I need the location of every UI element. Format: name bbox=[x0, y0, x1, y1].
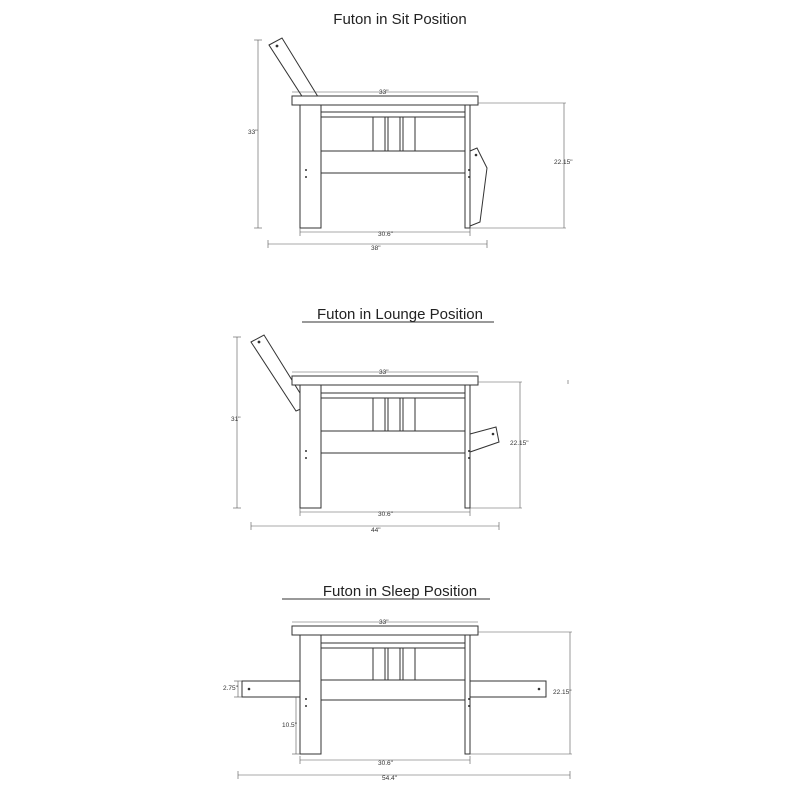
sit-left-leg bbox=[300, 105, 321, 228]
sleep-position-drawing bbox=[223, 619, 572, 782]
sleep-right-panel bbox=[470, 681, 546, 697]
sleep-dim-overall-depth: 54.4" bbox=[382, 775, 397, 782]
lounge-dim-height: 31" bbox=[231, 416, 241, 423]
sit-seat-top bbox=[292, 96, 478, 105]
lounge-position-drawing bbox=[231, 335, 568, 534]
lounge-backrest bbox=[251, 335, 308, 411]
lounge-left-leg bbox=[300, 385, 321, 508]
sleep-dim-seat-height: 22.15" bbox=[553, 689, 572, 696]
sit-dim-seat-height: 22.15" bbox=[554, 159, 573, 166]
sit-slat-3 bbox=[403, 117, 415, 151]
sit-dim-inner-width: 30.6" bbox=[378, 231, 393, 238]
sleep-slat-2 bbox=[388, 648, 400, 680]
lounge-slat-2 bbox=[388, 398, 400, 431]
sleep-slat-1 bbox=[373, 648, 385, 680]
sleep-dim-end-height: 2.75" bbox=[223, 685, 238, 692]
sit-lower-rail bbox=[321, 151, 465, 173]
lounge-dim-overall-depth: 44" bbox=[371, 527, 381, 534]
sleep-dim-inner-width: 30.6" bbox=[378, 760, 393, 767]
lounge-dim-seat-width: 33" bbox=[379, 369, 389, 376]
sleep-left-leg bbox=[300, 635, 321, 754]
sit-dim-height: 33" bbox=[248, 129, 258, 136]
lounge-slat-3 bbox=[403, 398, 415, 431]
lounge-dim-seat-height: 22.15" bbox=[510, 440, 529, 447]
sleep-dim-seat-width: 33" bbox=[379, 619, 389, 626]
lounge-lower-rail bbox=[321, 431, 465, 453]
sit-position-title: Futon in Sit Position bbox=[333, 11, 467, 28]
sleep-right-leg bbox=[465, 635, 470, 754]
sleep-position-title: Futon in Sleep Position bbox=[322, 583, 478, 600]
sit-footrest bbox=[470, 148, 487, 226]
lounge-position-title: Futon in Lounge Position bbox=[317, 306, 483, 323]
sit-right-leg bbox=[465, 105, 470, 228]
lounge-right-leg bbox=[465, 385, 470, 508]
sit-dim-seat-width: 33" bbox=[379, 89, 389, 96]
sit-slat-1 bbox=[373, 117, 385, 151]
sleep-left-panel bbox=[242, 681, 300, 697]
lounge-seat-top bbox=[292, 376, 478, 385]
sleep-seat-top bbox=[292, 626, 478, 635]
sleep-lower-rail bbox=[321, 680, 465, 700]
sleep-slat-3 bbox=[403, 648, 415, 680]
sit-position-drawing bbox=[248, 38, 573, 252]
lounge-dim-inner-width: 30.6" bbox=[378, 511, 393, 518]
sit-dim-overall-depth: 38" bbox=[371, 245, 381, 252]
sit-backrest bbox=[269, 38, 320, 104]
sit-slat-2 bbox=[388, 117, 400, 151]
lounge-footrest bbox=[470, 427, 499, 452]
lounge-slat-1 bbox=[373, 398, 385, 431]
sleep-dim-panel-height: 10.5" bbox=[282, 722, 297, 729]
